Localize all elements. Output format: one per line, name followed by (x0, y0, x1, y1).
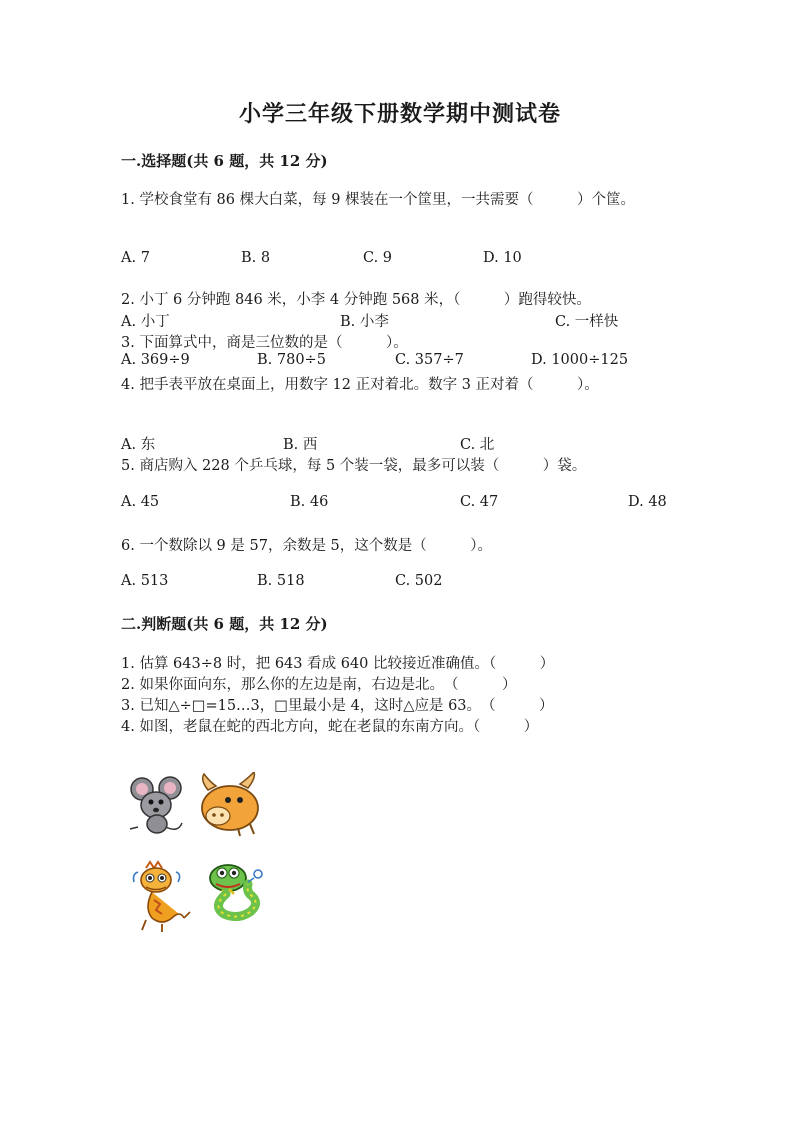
question-5-option-b: B. 46 (290, 494, 329, 510)
question-1-option-b: B. 8 (241, 250, 271, 266)
section-heading-judgement: 二.判断题(共 6 题，共 12 分) (121, 615, 328, 633)
judgement-item-2: 2. 如果你面向东，那么你的左边是南，右边是北。 （ ） (121, 677, 517, 693)
question-6-text: 6. 一个数除以 9 是 57，余数是 5，这个数是（ ）。 (121, 538, 493, 554)
ox-icon (194, 772, 266, 838)
question-4-option-a: A. 东 (121, 437, 156, 453)
question-4-text: 4. 把手表平放在桌面上，用数字 12 正对着北。数字 3 正对着（ ）。 (121, 377, 599, 393)
question-2-option-a: A. 小丁 (121, 314, 170, 330)
question-1-text: 1. 学校食堂有 86 棵大白菜，每 9 棵装在一个筐里，一共需要（ ）个筐。 (121, 192, 636, 208)
question-4-option-b: B. 西 (283, 437, 318, 453)
question-4-option-c: C. 北 (460, 437, 495, 453)
question-5-option-c: C. 47 (460, 494, 499, 510)
mouse-icon (128, 775, 186, 837)
question-3-option-a: A. 369÷9 (121, 352, 190, 368)
page-title: 小学三年级下册数学期中测试卷 (238, 101, 561, 127)
question-2-option-b: B. 小李 (340, 314, 389, 330)
question-2-text: 2. 小丁 6 分钟跑 846 米，小李 4 分钟跑 568 米，（ ）跑得较快。 (121, 292, 591, 308)
question-5-option-d: D. 48 (628, 494, 667, 510)
judgement-item-1: 1. 估算 643÷8 时，把 643 看成 640 比较接近准确值。（ ） (121, 656, 555, 672)
dragon-icon (132, 860, 192, 935)
judgement-item-4: 4. 如图，老鼠在蛇的西北方向，蛇在老鼠的东南方向。（ ） (121, 719, 539, 735)
question-3-option-b: B. 780÷5 (257, 352, 326, 368)
question-5-text: 5. 商店购入 228 个乒乓球，每 5 个装一袋，最多可以装（ ）袋。 (121, 458, 587, 474)
question-6-option-a: A. 513 (121, 573, 169, 589)
question-6-option-c: C. 502 (395, 573, 443, 589)
question-1-option-c: C. 9 (363, 250, 393, 266)
question-2-option-c: C. 一样快 (555, 314, 619, 330)
question-5-option-a: A. 45 (121, 494, 160, 510)
judgement-item-3: 3. 已知△÷□=15…3，□里最小是 4，这时△应是 63。 （ ） (121, 698, 554, 714)
snake-icon (204, 860, 270, 930)
question-3-text: 3. 下面算式中，商是三位数的是（ ）。 (121, 335, 408, 351)
section-heading-choice: 一.选择题(共 6 题，共 12 分) (121, 152, 328, 170)
question-1-option-a: A. 7 (121, 250, 150, 266)
question-3-option-d: D. 1000÷125 (531, 352, 629, 368)
question-6-option-b: B. 518 (257, 573, 305, 589)
question-3-option-c: C. 357÷7 (395, 352, 464, 368)
question-1-option-d: D. 10 (483, 250, 522, 266)
